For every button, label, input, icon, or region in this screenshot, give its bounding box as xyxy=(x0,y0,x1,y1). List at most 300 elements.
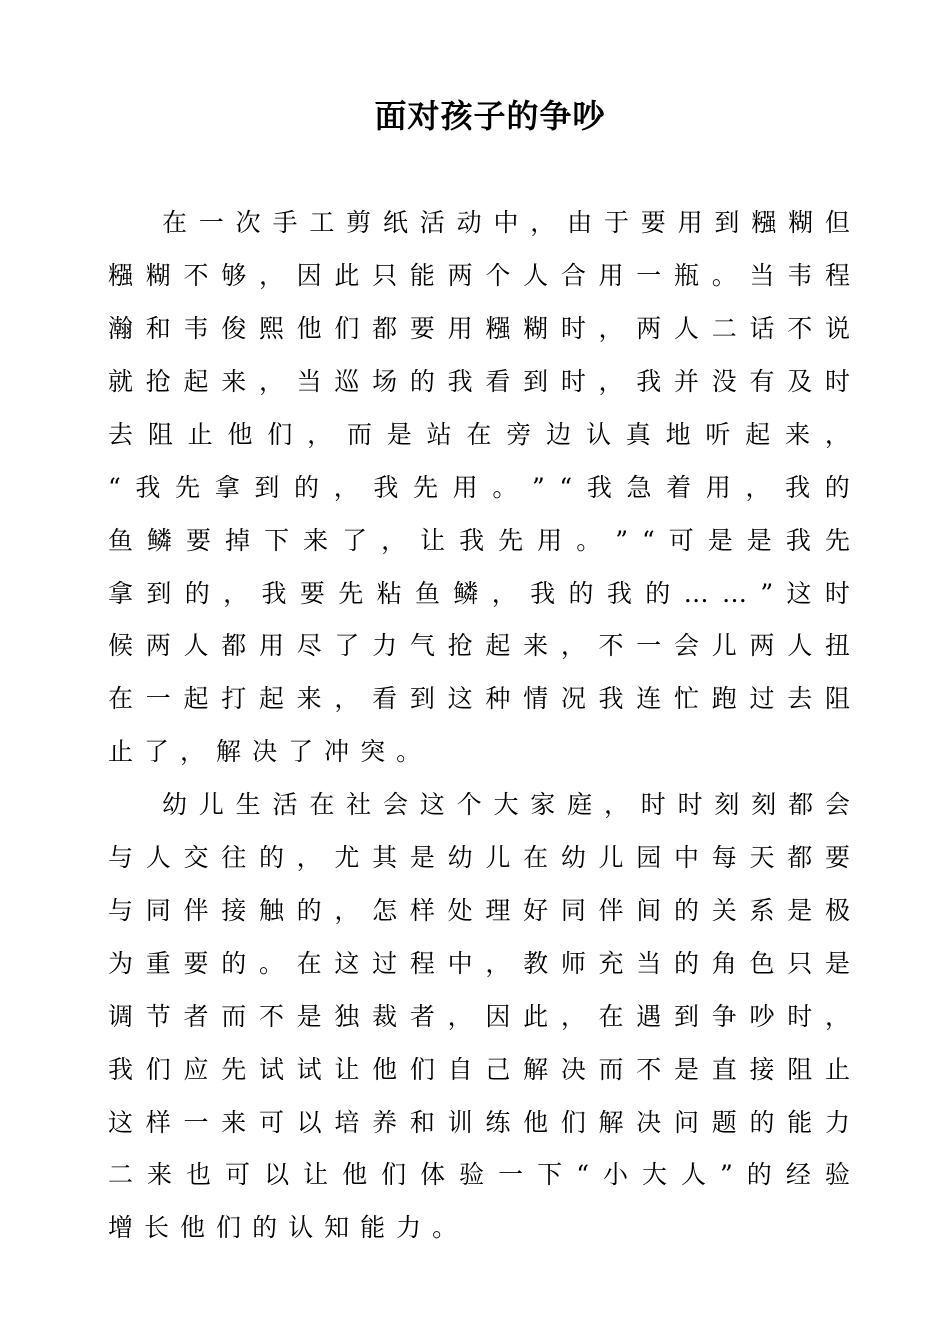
text-char: ， xyxy=(485,949,511,978)
text-line xyxy=(162,208,850,238)
text-char: 到 xyxy=(254,473,280,502)
text-char: 力 xyxy=(824,1108,850,1137)
text-char: 听 xyxy=(705,420,731,449)
text-char: 都 xyxy=(787,843,813,872)
text-char: 种 xyxy=(485,684,511,713)
text-char: 人 xyxy=(523,261,549,290)
text-char: 让 xyxy=(420,526,446,555)
text-char: 可 xyxy=(225,1160,251,1189)
text-line xyxy=(108,579,850,609)
text-char: ， xyxy=(491,579,517,608)
text-char: 忙 xyxy=(674,684,700,713)
text-char: 起 xyxy=(485,631,511,660)
text-char: 时 xyxy=(560,367,586,396)
text-char: 者 xyxy=(183,1002,209,1031)
text-char: 每 xyxy=(711,843,737,872)
text-char: 过 xyxy=(372,949,398,978)
text-char: 他 xyxy=(372,1055,398,1084)
text-char: 和 xyxy=(145,314,171,343)
text-char: 们 xyxy=(560,1108,586,1137)
text-char: 的 xyxy=(409,367,435,396)
document-title: 面对孩子的争吵 xyxy=(374,97,606,135)
text-char: 到 xyxy=(714,208,740,237)
text-char: 旁 xyxy=(506,420,532,449)
text-char: 了 xyxy=(288,737,314,766)
text-char: 人 xyxy=(674,314,700,343)
text-char: 这 xyxy=(786,579,812,608)
text-char: ” xyxy=(531,473,545,502)
text-char: 先 xyxy=(824,526,850,555)
text-char: 。 xyxy=(711,261,737,290)
text-char: 们 xyxy=(145,1055,171,1084)
text-char: 色 xyxy=(749,949,775,978)
text-char: 也 xyxy=(186,1160,212,1189)
text-char: 的 xyxy=(824,473,850,502)
text-char: 庭 xyxy=(567,790,593,819)
text-char: 们 xyxy=(216,1213,242,1242)
text-char: 中 xyxy=(674,843,700,872)
text-char: 人 xyxy=(681,1160,707,1189)
text-char: 为 xyxy=(108,949,134,978)
text-char: 怎 xyxy=(372,896,398,925)
text-char: 们 xyxy=(381,1160,407,1189)
text-char: 重 xyxy=(145,949,171,978)
text-char: 就 xyxy=(108,367,134,396)
text-char: 接 xyxy=(221,896,247,925)
text-char: 用 xyxy=(258,631,284,660)
text-char: 都 xyxy=(372,314,398,343)
text-char: 练 xyxy=(485,1108,511,1137)
text-char: 鳞 xyxy=(147,526,173,555)
text-char: 伴 xyxy=(183,896,209,925)
text-char: 真 xyxy=(625,420,651,449)
text-char: 力 xyxy=(396,1213,422,1242)
text-char: 拿 xyxy=(214,473,240,502)
text-char: 。 xyxy=(576,526,602,555)
text-char: 只 xyxy=(372,261,398,290)
text-char: 当 xyxy=(296,367,322,396)
text-char: 来 xyxy=(147,1160,173,1189)
text-line xyxy=(108,261,850,291)
text-char: 的 xyxy=(568,579,594,608)
text-char: 人 xyxy=(787,631,813,660)
text-char: 培 xyxy=(334,1108,360,1137)
text-char: 以 xyxy=(296,1108,322,1137)
text-char: 此 xyxy=(523,1002,549,1031)
text-char: 俊 xyxy=(221,314,247,343)
text-char: 扭 xyxy=(824,631,850,660)
text-char: ， xyxy=(603,790,629,819)
text-char: 站 xyxy=(426,420,452,449)
text-char: 不 xyxy=(183,261,209,290)
text-char: 遇 xyxy=(636,1002,662,1031)
text-char: 起 xyxy=(745,420,771,449)
text-char: 试 xyxy=(296,1055,322,1084)
text-char: 情 xyxy=(523,684,549,713)
text-char: 教 xyxy=(523,949,549,978)
text-char: 一 xyxy=(198,208,224,237)
text-char: ， xyxy=(258,261,284,290)
text-char: 我 xyxy=(108,1055,134,1084)
text-char: 要 xyxy=(299,579,325,608)
text-char: 的 xyxy=(294,473,320,502)
text-char: 时 xyxy=(787,1002,813,1031)
text-char: ” xyxy=(760,579,774,608)
text-char: 中 xyxy=(447,949,473,978)
text-char: 儿 xyxy=(598,843,624,872)
text-char: 及 xyxy=(787,367,813,396)
text-char: 是 xyxy=(386,420,412,449)
text-char: 瀚 xyxy=(108,314,134,343)
text-char: 决 xyxy=(636,1108,662,1137)
text-char: 尤 xyxy=(334,843,360,872)
text-char: 间 xyxy=(636,896,662,925)
text-char: 鱼 xyxy=(108,526,134,555)
text-line xyxy=(162,790,850,820)
text-char: 工 xyxy=(309,208,335,237)
text-char: 们 xyxy=(409,1055,435,1084)
text-char: 话 xyxy=(749,314,775,343)
text-char: 天 xyxy=(749,843,775,872)
text-char: 题 xyxy=(711,1108,737,1137)
text-char: 。 xyxy=(492,473,518,502)
text-char: 有 xyxy=(749,367,775,396)
text-char: 当 xyxy=(749,261,775,290)
text-char: 熙 xyxy=(258,314,284,343)
text-char: 训 xyxy=(447,1108,473,1137)
text-char: 的 xyxy=(258,843,284,872)
text-char: 起 xyxy=(258,684,284,713)
text-char: 粘 xyxy=(376,579,402,608)
text-char: 在 xyxy=(466,420,492,449)
text-char: ， xyxy=(560,631,586,660)
text-char: 时 xyxy=(560,314,586,343)
text-char: 时 xyxy=(824,579,850,608)
text-char: 来 xyxy=(785,420,811,449)
text-char: 下 xyxy=(264,526,290,555)
text-char: 况 xyxy=(560,684,586,713)
text-char: 儿 xyxy=(711,631,737,660)
text-char: 糨 xyxy=(485,314,511,343)
text-char: 会 xyxy=(824,790,850,819)
text-char: 程 xyxy=(409,949,435,978)
text-char: 糨 xyxy=(751,208,777,237)
text-char: 解 xyxy=(216,737,242,766)
text-char: 认 xyxy=(288,1213,314,1242)
text-char: 止 xyxy=(187,420,213,449)
text-char: 社 xyxy=(346,790,372,819)
text-char: 用 xyxy=(705,473,731,502)
text-char: 这 xyxy=(419,790,445,819)
text-char: 我 xyxy=(785,526,811,555)
text-char: 地 xyxy=(665,420,691,449)
text-char: ， xyxy=(334,896,360,925)
text-char: 但 xyxy=(824,208,850,237)
text-char: 先 xyxy=(175,473,201,502)
text-char: 鱼 xyxy=(415,579,441,608)
text-char: 我 xyxy=(135,473,161,502)
text-char: 手 xyxy=(272,208,298,237)
text-char: 用 xyxy=(537,526,563,555)
text-char: 一 xyxy=(636,631,662,660)
text-char: 止 xyxy=(108,737,134,766)
text-char: 是 xyxy=(746,526,772,555)
text-char: 打 xyxy=(221,684,247,713)
text-char: 验 xyxy=(824,1160,850,1189)
text-char: ， xyxy=(824,420,850,449)
text-char: 用 xyxy=(447,314,473,343)
text-char: 在 xyxy=(598,1002,624,1031)
text-char: 能 xyxy=(787,1108,813,1137)
text-char: 动 xyxy=(456,208,482,237)
text-char: 的 xyxy=(674,896,700,925)
text-char: 边 xyxy=(546,420,572,449)
text-char: 交 xyxy=(183,843,209,872)
text-char: 我 xyxy=(598,684,624,713)
text-char: 起 xyxy=(183,367,209,396)
text-char: 验 xyxy=(459,1160,485,1189)
text-char: 要 xyxy=(183,949,209,978)
text-char: ， xyxy=(180,737,206,766)
text-char: 不 xyxy=(636,1055,662,1084)
text-char: “ xyxy=(641,526,655,555)
text-char: ， xyxy=(223,579,249,608)
text-char: 儿 xyxy=(485,843,511,872)
text-char: 巡 xyxy=(334,367,360,396)
text-char: 在 xyxy=(309,790,335,819)
text-char: 只 xyxy=(787,949,813,978)
text-char: 够 xyxy=(221,261,247,290)
text-char: 认 xyxy=(585,420,611,449)
text-line xyxy=(108,1055,850,1085)
text-line xyxy=(108,631,850,661)
text-char: 以 xyxy=(264,1160,290,1189)
text-char: 者 xyxy=(409,1002,435,1031)
text-char: 的 xyxy=(746,1160,772,1189)
text-char: 次 xyxy=(235,208,261,237)
text-char: 人 xyxy=(145,843,171,872)
text-char: “ xyxy=(559,473,573,502)
text-char: 跑 xyxy=(711,684,737,713)
text-char: 要 xyxy=(824,843,850,872)
text-char: 二 xyxy=(108,1160,134,1189)
text-char: 经 xyxy=(785,1160,811,1189)
text-char: 们 xyxy=(334,314,360,343)
text-char: 来 xyxy=(221,367,247,396)
text-line xyxy=(108,314,850,344)
text-char: 下 xyxy=(537,1160,563,1189)
text-char: 个 xyxy=(485,261,511,290)
text-char: 韦 xyxy=(183,314,209,343)
text-char: 大 xyxy=(493,790,519,819)
text-char: 不 xyxy=(787,314,813,343)
text-char: 往 xyxy=(221,843,247,872)
text-line xyxy=(108,367,850,397)
text-char: 抢 xyxy=(145,367,171,396)
text-char: 家 xyxy=(530,790,556,819)
text-char: 大 xyxy=(641,1160,667,1189)
text-char: 糊 xyxy=(523,314,549,343)
text-char: 此 xyxy=(334,261,360,290)
text-char: 问 xyxy=(674,1108,700,1137)
text-char: 突 xyxy=(360,737,386,766)
text-char: 要 xyxy=(186,526,212,555)
text-line xyxy=(108,896,850,926)
text-char: 己 xyxy=(485,1055,511,1084)
text-char: 急 xyxy=(626,473,652,502)
text-char: 自 xyxy=(447,1055,473,1084)
text-char: 时 xyxy=(824,367,850,396)
text-char: 这 xyxy=(334,949,360,978)
text-char: 着 xyxy=(666,473,692,502)
text-char: ， xyxy=(334,684,360,713)
text-char: 是 xyxy=(296,1002,322,1031)
text-char: 在 xyxy=(523,843,549,872)
text-char: “ xyxy=(576,1160,589,1189)
text-char: 样 xyxy=(145,1108,171,1137)
text-char: 韦 xyxy=(787,261,813,290)
text-char: 让 xyxy=(334,1055,360,1084)
text-char: 的 xyxy=(674,949,700,978)
text-char: 止 xyxy=(824,1055,850,1084)
text-char: 两 xyxy=(749,631,775,660)
text-char: 可 xyxy=(668,526,694,555)
text-char: 理 xyxy=(485,896,511,925)
text-char: 能 xyxy=(360,1213,386,1242)
text-char: ， xyxy=(824,1002,850,1031)
text-char: 决 xyxy=(252,737,278,766)
text-char: 鳞 xyxy=(453,579,479,608)
text-char: 连 xyxy=(636,684,662,713)
text-char: 来 xyxy=(523,631,549,660)
text-char: 不 xyxy=(258,1002,284,1031)
text-char: 这 xyxy=(447,684,473,713)
text-char: 而 xyxy=(221,1002,247,1031)
text-char: ， xyxy=(447,1002,473,1031)
text-char: 我 xyxy=(447,367,473,396)
text-char: 园 xyxy=(636,843,662,872)
text-char: 我 xyxy=(785,473,811,502)
text-char: 的 xyxy=(296,896,322,925)
text-char: 关 xyxy=(711,896,737,925)
text-char: 因 xyxy=(296,261,322,290)
text-char: 小 xyxy=(602,1160,628,1189)
text-char: 好 xyxy=(523,896,549,925)
text-char: 同 xyxy=(560,896,586,925)
text-char: 他 xyxy=(180,1213,206,1242)
text-char: 试 xyxy=(258,1055,284,1084)
text-char: 到 xyxy=(146,579,172,608)
text-char: 气 xyxy=(409,631,435,660)
text-char: 中 xyxy=(493,208,519,237)
text-char: ， xyxy=(333,473,359,502)
text-char: ， xyxy=(296,843,322,872)
text-char: ， xyxy=(745,473,771,502)
text-char: 我 xyxy=(261,579,287,608)
text-char: 节 xyxy=(145,1002,171,1031)
text-char: ， xyxy=(530,208,556,237)
text-line xyxy=(108,1108,850,1138)
text-char: 生 xyxy=(235,790,261,819)
text-line xyxy=(108,473,850,503)
text-char: 瓶 xyxy=(674,261,700,290)
text-line xyxy=(108,526,850,556)
text-char: ， xyxy=(598,314,624,343)
text-char: 来 xyxy=(296,684,322,713)
text-char: 是 xyxy=(707,526,733,555)
text-char: 养 xyxy=(372,1108,398,1137)
text-char: 活 xyxy=(419,208,445,237)
text-char: 并 xyxy=(674,367,700,396)
text-char: 去 xyxy=(108,420,134,449)
text-char: 时 xyxy=(677,790,703,819)
text-char: ， xyxy=(598,367,624,396)
text-char: 候 xyxy=(108,631,134,660)
text-char: 人 xyxy=(183,631,209,660)
text-char: 尽 xyxy=(296,631,322,660)
text-char: ， xyxy=(381,526,407,555)
text-line xyxy=(108,1213,850,1243)
text-char: 合 xyxy=(560,261,586,290)
text-char: 。 xyxy=(258,949,284,978)
text-char: 极 xyxy=(824,896,850,925)
text-char: 让 xyxy=(303,1160,329,1189)
text-char: 两 xyxy=(447,261,473,290)
text-char: 来 xyxy=(303,526,329,555)
text-char: 我 xyxy=(459,526,485,555)
text-char: 我 xyxy=(606,579,632,608)
text-char: 幼 xyxy=(560,843,586,872)
text-char: 刻 xyxy=(714,790,740,819)
text-char: 于 xyxy=(603,208,629,237)
text-char: … xyxy=(683,579,709,608)
text-char: 会 xyxy=(674,631,700,660)
text-char: 能 xyxy=(409,261,435,290)
text-char: 调 xyxy=(108,1002,134,1031)
text-char: 这 xyxy=(108,1108,134,1137)
text-char: 师 xyxy=(560,949,586,978)
text-char: 先 xyxy=(498,526,524,555)
text-char: 系 xyxy=(749,896,775,925)
text-char: 独 xyxy=(334,1002,360,1031)
text-line xyxy=(108,1160,850,1190)
text-char: 用 xyxy=(598,261,624,290)
text-char: 角 xyxy=(711,949,737,978)
text-char: 由 xyxy=(567,208,593,237)
text-char: 样 xyxy=(409,896,435,925)
text-char: 他 xyxy=(523,1108,549,1137)
text-char: 先 xyxy=(413,473,439,502)
text-char: 是 xyxy=(824,949,850,978)
text-char: 一 xyxy=(183,1108,209,1137)
text-char: 两 xyxy=(636,314,662,343)
text-char: 是 xyxy=(409,843,435,872)
text-char: 看 xyxy=(372,684,398,713)
text-char: 没 xyxy=(711,367,737,396)
text-char: 因 xyxy=(485,1002,511,1031)
text-char: 和 xyxy=(409,1108,435,1137)
text-char: 先 xyxy=(338,579,364,608)
text-char: 直 xyxy=(711,1055,737,1084)
text-char: 。 xyxy=(432,1213,458,1242)
text-char: 是 xyxy=(787,896,813,925)
text-char: ” xyxy=(615,526,628,555)
text-char: 到 xyxy=(674,1002,700,1031)
text-char: 我 xyxy=(530,579,556,608)
text-char: 应 xyxy=(183,1055,209,1084)
text-char: 可 xyxy=(258,1108,284,1137)
text-char: 增 xyxy=(108,1213,134,1242)
